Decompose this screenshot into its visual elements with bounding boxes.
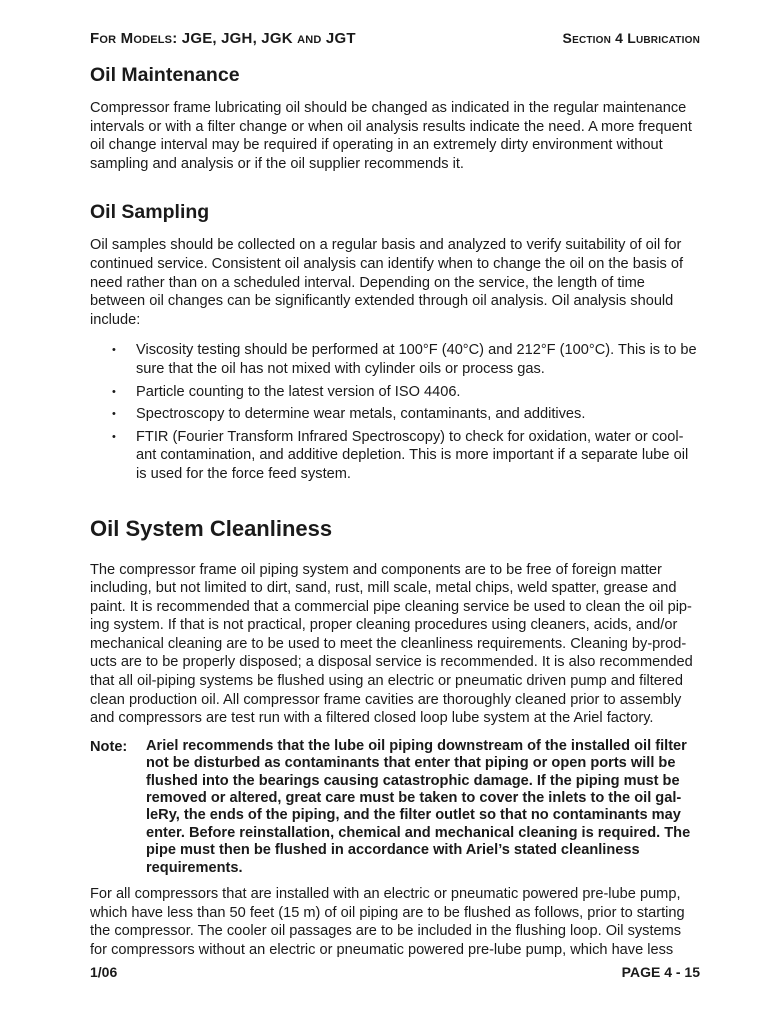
bullet-icon: • xyxy=(112,344,116,357)
list-item: • FTIR (Fourier Transform Infrared Spectroscopy) to check for oxidation, water or cool- ant contamination, and additive depletion. This is more important if a separate lube oil is used for the force feed system. xyxy=(112,428,689,482)
paragraph-flushing: For all compressors that are installed with an electric or pneumatic powered pre-lube pump, which have less than 50 feet (15 m) of oil piping are to be flushed as follows, prior to starting the compressor. The cooler oil passages are to be included in the flushing loop. Oil systems for compressors without an electric or pneumatic powered pre-lube pump, which have less xyxy=(90,886,685,958)
note-label: Note: xyxy=(90,738,128,755)
heading-oil-sampling: Oil Sampling xyxy=(90,201,210,224)
footer-date: 1/06 xyxy=(90,964,118,980)
page-header xyxy=(90,30,700,47)
page-footer xyxy=(90,964,700,980)
heading-oil-maintenance: Oil Maintenance xyxy=(90,64,240,86)
note-text: Ariel recommends that the lube oil piping downstream of the installed oil filter not be disturbed as contaminants that enter that piping or open ports will be flushed into the bearings causing catastrophic damage. If the piping must be removed or altered, great care must be taken to cover the inlets to the oil gal- leRy, the ends of the piping, and the filter outlet so that no contaminants may enter. Before reinstallation, chemical and mechanical cleaning is required. The pipe must then be flushed in accordance with Ariel’s stated cleanliness requirements. xyxy=(146,737,691,876)
header-models: For Models: JGE, JGH, JGK and JGT xyxy=(90,30,356,47)
bullet-icon: • xyxy=(112,385,116,398)
bullet-icon: • xyxy=(112,408,116,421)
bullet-icon: • xyxy=(112,430,116,443)
paragraph-oil-maintenance: Compressor frame lubricating oil should be changed as indicated in the regular maintenance intervals or with a filter change or when oil analysis results indicate the need. A more frequent oil change interval may be required if operating in an extremely dirty environment without sampling and analysis or if the oil supplier recommends it. xyxy=(90,100,692,172)
page-content xyxy=(90,62,708,959)
header-section: Section 4 Lubrication xyxy=(562,30,700,46)
heading-oil-system-cleanliness: Oil System Cleanliness xyxy=(90,515,333,541)
footer-page-number: PAGE 4 - 15 xyxy=(621,964,700,980)
list-item: • Particle counting to the latest version of ISO 4406. xyxy=(112,383,461,400)
paragraph-oil-sampling: Oil samples should be collected on a regular basis and analyzed to verify suitability of oil for continued service. Consistent oil analysis can identify when to change the oil on the basis of need rather than on a scheduled interval. Depending on the service, the length of time between oil changes can be significantly extended through oil analysis. Oil analysis should include: xyxy=(90,237,684,328)
paragraph-oil-system-cleanliness: The compressor frame oil piping system and components are to be free of foreign matter including, but not limited to dirt, sand, rust, mill scale, metal chips, weld spatter, grease and paint. It is recommended that a commercial pipe cleaning service be used to clean the oil pip- ing system. If that is not practical, proper cleaning procedures using cleaners, acids, and/or mechanical cleaning are to be used to meet the cleanliness requirements. Cleaning by-prod- ucts are to be properly disposed; a disposal service is recommended. It is also recommended that all oil-piping systems be flushed using an electric or pneumatic driven pump and filtered clean production oil. All compressor frame cavities are thoroughly cleaned prior to assembly and compressors are test run with a filtered closed loop lube system at the Ariel factory. xyxy=(90,561,693,727)
sampling-bullet-list xyxy=(90,341,708,483)
note-block xyxy=(90,738,708,877)
list-item: • Viscosity testing should be performed at 100°F (40°C) and 212°F (100°C). This is to be sure that the oil has not mixed with cylinder oils or process gas. xyxy=(112,342,697,377)
list-item: • Spectroscopy to determine wear metals, contaminants, and additives. xyxy=(112,406,586,423)
